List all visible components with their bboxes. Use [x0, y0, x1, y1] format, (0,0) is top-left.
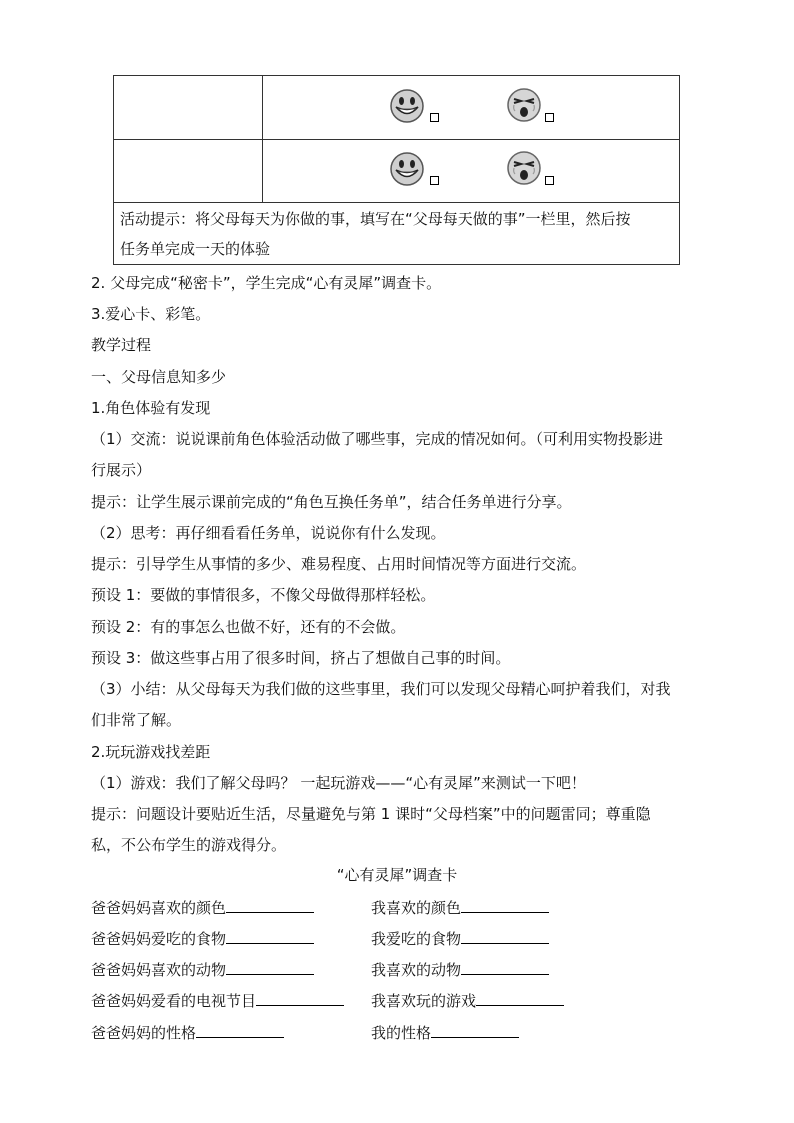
fill-blank[interactable] — [226, 898, 314, 913]
survey-label: 爸爸妈妈喜欢的动物 — [91, 961, 227, 979]
checkbox-icon[interactable] — [545, 176, 554, 185]
survey-label: 我喜欢的颜色 — [371, 899, 462, 917]
card-title: “心有灵犀”调查卡 — [336, 866, 458, 884]
fill-blank[interactable] — [461, 898, 549, 913]
survey-label: 我的性格 — [371, 1024, 432, 1042]
crying-face-icon — [506, 150, 542, 186]
survey-item-right — [371, 1022, 519, 1043]
crying-face-icon — [506, 87, 542, 123]
survey-item-left — [91, 1022, 284, 1043]
survey-item-left — [91, 928, 314, 949]
paragraph: 2. 父母完成“秘密卡”，学生完成“心有灵犀”调查卡。 — [91, 274, 442, 292]
survey-label: 我喜欢的动物 — [371, 961, 462, 979]
smiling-face-icon — [389, 151, 425, 187]
paragraph: 行展示） — [91, 461, 152, 479]
subsection-heading: 1.角色体验有发现 — [91, 399, 211, 417]
section-heading: 一、父母信息知多少 — [91, 368, 227, 386]
survey-label: 爸爸妈妈的性格 — [91, 1024, 197, 1042]
subsection-heading: 2.玩玩游戏找差距 — [91, 743, 211, 761]
paragraph: 私，不公布学生的游戏得分。 — [91, 836, 287, 854]
survey-item-left — [91, 959, 314, 980]
section-heading: 教学过程 — [91, 336, 152, 354]
checkbox-icon[interactable] — [430, 113, 439, 122]
paragraph: 提示：问题设计要贴近生活，尽量避免与第 1 课时“父母档案”中的问题雷同；尊重隐 — [91, 805, 651, 823]
column-divider — [262, 76, 263, 202]
paragraph: 提示：引导学生从事情的多少、难易程度、占用时间情况等方面进行交流。 — [91, 555, 587, 573]
paragraph: （3）小结：从父母每天为我们做的这些事里，我们可以发现父母精心呵护着我们，对我 — [91, 680, 671, 698]
paragraph: 预设 1：要做的事情很多，不像父母做得那样轻松。 — [91, 586, 436, 604]
survey-label: 我爱吃的食物 — [371, 930, 462, 948]
fill-blank[interactable] — [461, 929, 549, 944]
survey-item-right — [371, 897, 549, 918]
survey-label: 爸爸妈妈爱吃的食物 — [91, 930, 227, 948]
survey-item-left — [91, 990, 344, 1011]
fill-blank[interactable] — [431, 1023, 519, 1038]
survey-label: 我喜欢玩的游戏 — [371, 992, 477, 1010]
note-line: 活动提示：将父母每天为你做的事，填写在“父母每天做的事”一栏里，然后按 — [120, 210, 631, 228]
paragraph: （1）交流：说说课前角色体验活动做了哪些事，完成的情况如何。（可利用实物投影进 — [91, 430, 664, 448]
checkbox-icon[interactable] — [545, 113, 554, 122]
fill-blank[interactable] — [461, 960, 549, 975]
survey-item-right — [371, 990, 564, 1011]
fill-blank[interactable] — [256, 991, 344, 1006]
survey-label: 爸爸妈妈喜欢的颜色 — [91, 899, 227, 917]
survey-item-left — [91, 897, 314, 918]
fill-blank[interactable] — [226, 929, 314, 944]
paragraph: 提示：让学生展示课前完成的“角色互换任务单”，结合任务单进行分享。 — [91, 493, 572, 511]
checkbox-icon[interactable] — [430, 176, 439, 185]
note-line: 任务单完成一天的体验 — [120, 240, 271, 258]
survey-item-right — [371, 959, 549, 980]
paragraph: （1）游戏：我们了解父母吗？ 一起玩游戏——“心有灵犀”来测试一下吧！ — [91, 774, 586, 792]
paragraph: 们非常了解。 — [91, 711, 182, 729]
fill-blank[interactable] — [226, 960, 314, 975]
survey-item-right — [371, 928, 549, 949]
activity-note — [120, 204, 676, 264]
paragraph: 3.爱心卡、彩笔。 — [91, 305, 211, 323]
paragraph: 预设 2：有的事怎么也做不好，还有的不会做。 — [91, 618, 406, 636]
survey-label: 爸爸妈妈爱看的电视节目 — [91, 992, 257, 1010]
paragraph: （2）思考：再仔细看看任务单，说说你有什么发现。 — [91, 524, 446, 542]
fill-blank[interactable] — [476, 991, 564, 1006]
fill-blank[interactable] — [196, 1023, 284, 1038]
paragraph: 预设 3：做这些事占用了很多时间，挤占了想做自己事的时间。 — [91, 649, 511, 667]
smiling-face-icon — [389, 88, 425, 124]
